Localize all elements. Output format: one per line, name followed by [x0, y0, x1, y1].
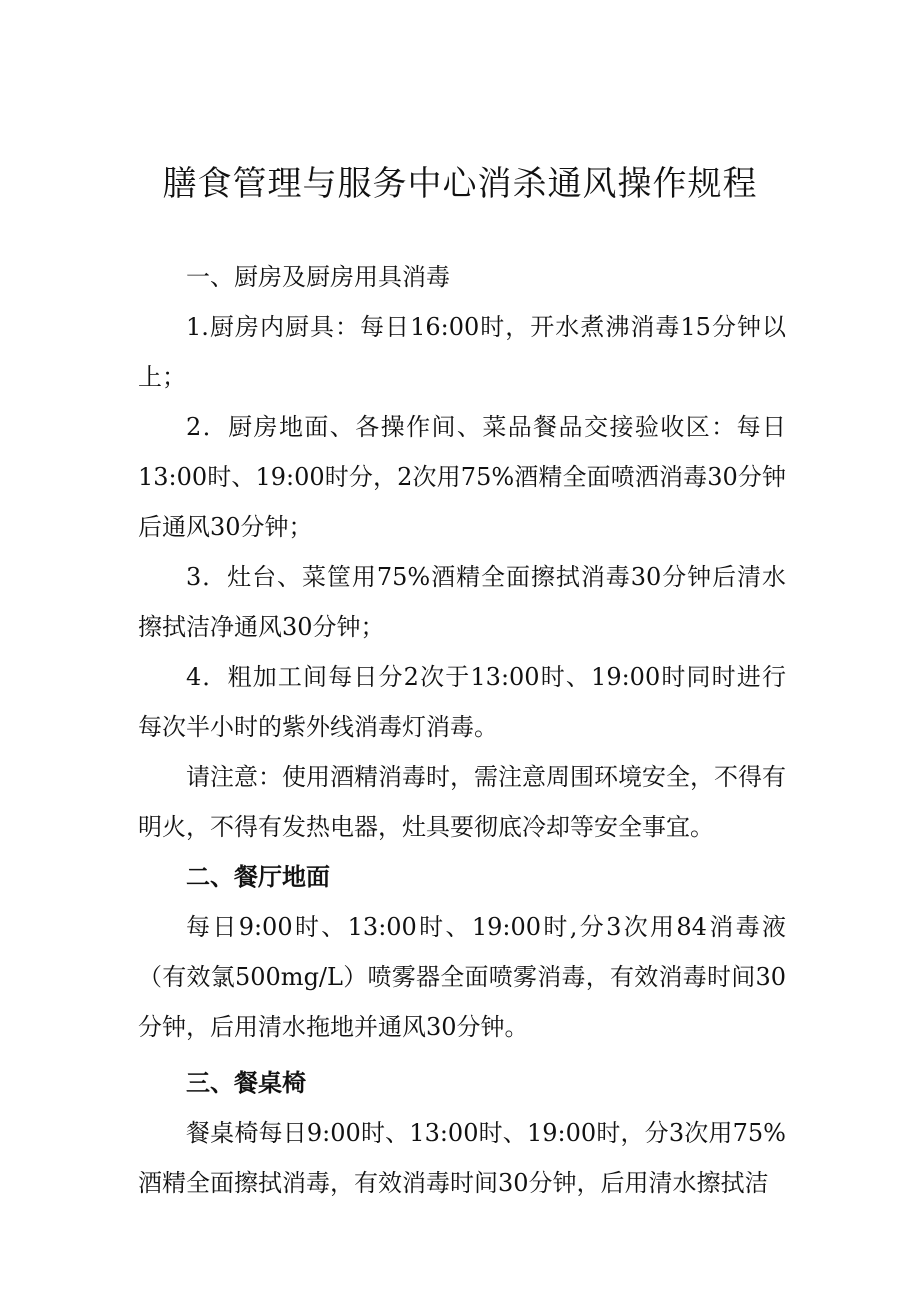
section-1-note: 请注意：使用酒精消毒时，需注意周围环境安全，不得有明火，不得有发热电器，灶具要彻底冷却等安全事宜。: [138, 763, 786, 841]
document-title: 膳食管理与服务中心消杀通风操作规程: [162, 164, 758, 204]
section-1-item-4: 4．粗加工间每日分2次于13:00时、19:00时同时进行每次半小时的紫外线消毒灯消毒。: [138, 663, 786, 741]
section-3-heading: 三、餐桌椅: [186, 1069, 306, 1097]
section-2-heading: 二、餐厅地面: [186, 863, 330, 891]
section-2-text: 每日9:00时、13:00时、19:00时,分3次用84消毒液（有效氯500mg/L）喷雾器全面喷雾消毒，有效消毒时间30分钟，后用清水拖地并通风30分钟。: [138, 913, 786, 1041]
section-3-text: 餐桌椅每日9:00时、13:00时、19:00时，分3次用75%酒精全面擦拭消毒，有效消毒时间30分钟，后用清水擦拭洁: [138, 1119, 786, 1197]
section-1-item-1: 1.厨房内厨具：每日16:00时，开水煮沸消毒15分钟以上；: [138, 313, 786, 391]
document-body: [138, 252, 786, 1208]
section-1-item-2: 2．厨房地面、各操作间、菜品餐品交接验收区：每日13:00时、19:00时分，2次用75%酒精全面喷洒消毒30分钟后通风30分钟；: [138, 413, 786, 541]
section-1-heading: 一、厨房及厨房用具消毒: [186, 263, 450, 291]
section-1-item-3: 3．灶台、菜筐用75%酒精全面擦拭消毒30分钟后清水擦拭洁净通风30分钟；: [138, 563, 786, 641]
